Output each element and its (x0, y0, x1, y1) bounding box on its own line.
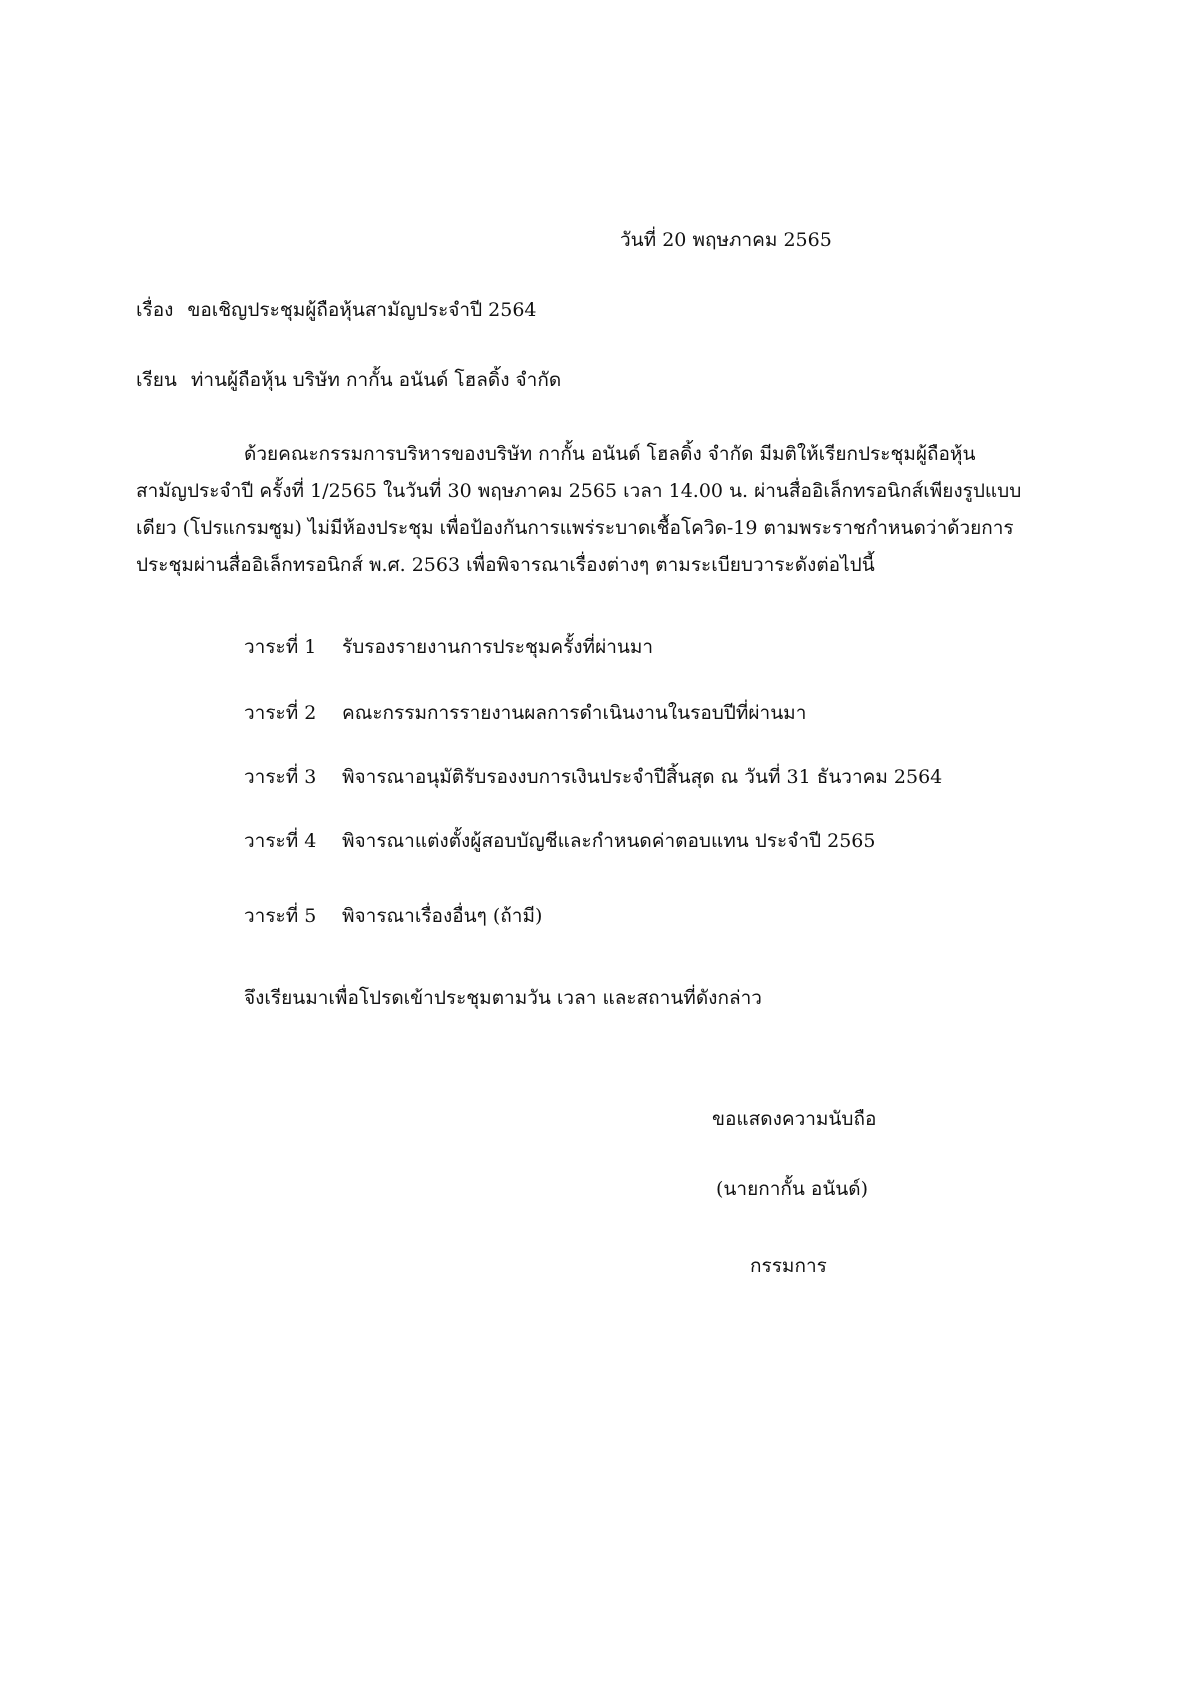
body-line: ประชุมผ่านสื่ออิเล็กทรอนิกส์ พ.ศ. 2563 เพื่อพิจารณาเรื่องต่างๆ ตามระเบียบวาระดังต่อไปนี้ (136, 554, 875, 576)
letter-salutation (136, 368, 561, 392)
agenda-item-1 (244, 635, 653, 659)
body-line: ด้วยคณะกรรมการบริหารของบริษัท กากั้น อนันด์ โฮลดิ้ง จำกัด มีมติให้เรียกประชุมผู้ถือหุ้น (244, 443, 976, 465)
salutation-text: ท่านผู้ถือหุ้น บริษัท กากั้น อนันด์ โฮลดิ้ง จำกัด (190, 369, 562, 391)
letter-regards: ขอแสดงความนับถือ (712, 1108, 877, 1130)
agenda-text: พิจารณาเรื่องอื่นๆ (ถ้ามี) (342, 905, 543, 927)
agenda-item-4 (244, 829, 875, 853)
agenda-number: วาระที่ 2 (244, 702, 317, 724)
letter-date: วันที่ 20 พฤษภาคม 2565 (620, 229, 832, 251)
body-line: เดียว (โปรแกรมซูม) ไม่มีห้องประชุม เพื่อป้องกันการแพร่ระบาดเชื้อโควิด-19 ตามพระราชกำหนดว่าด้วยการ (136, 517, 1014, 539)
agenda-number: วาระที่ 3 (244, 766, 317, 788)
letter-subject (136, 298, 537, 322)
signer-name: (นายกากั้น อนันด์) (716, 1178, 869, 1200)
agenda-text: คณะกรรมการรายงานผลการดำเนินงานในรอบปีที่ผ่านมา (342, 702, 807, 724)
agenda-number: วาระที่ 1 (244, 636, 317, 658)
subject-text: ขอเชิญประชุมผู้ถือหุ้นสามัญประจำปี 2564 (187, 299, 537, 321)
salutation-label: เรียน (136, 369, 177, 391)
body-line: สามัญประจำปี ครั้งที่ 1/2565 ในวันที่ 30 พฤษภาคม 2565 เวลา 14.00 น. ผ่านสื่ออิเล็กทรอนิกส์เพียงรูปแบบ (136, 480, 1022, 502)
agenda-item-5 (244, 904, 542, 928)
agenda-text: พิจารณาอนุมัติรับรองงบการเงินประจำปีสิ้นสุด ณ วันที่ 31 ธันวาคม 2564 (342, 766, 943, 788)
agenda-item-2 (244, 701, 806, 725)
letter-closing: จึงเรียนมาเพื่อโปรดเข้าประชุมตามวัน เวลา และสถานที่ดังกล่าว (244, 987, 762, 1009)
subject-label: เรื่อง (136, 299, 174, 321)
agenda-text: รับรองรายงานการประชุมครั้งที่ผ่านมา (342, 636, 654, 658)
signer-position: กรรมการ (750, 1255, 827, 1277)
agenda-text: พิจารณาแต่งตั้งผู้สอบบัญชีและกำหนดค่าตอบแทน ประจำปี 2565 (342, 830, 876, 852)
letter-body (136, 436, 1076, 584)
agenda-number: วาระที่ 4 (244, 830, 317, 852)
agenda-item-3 (244, 765, 942, 789)
agenda-number: วาระที่ 5 (244, 905, 317, 927)
